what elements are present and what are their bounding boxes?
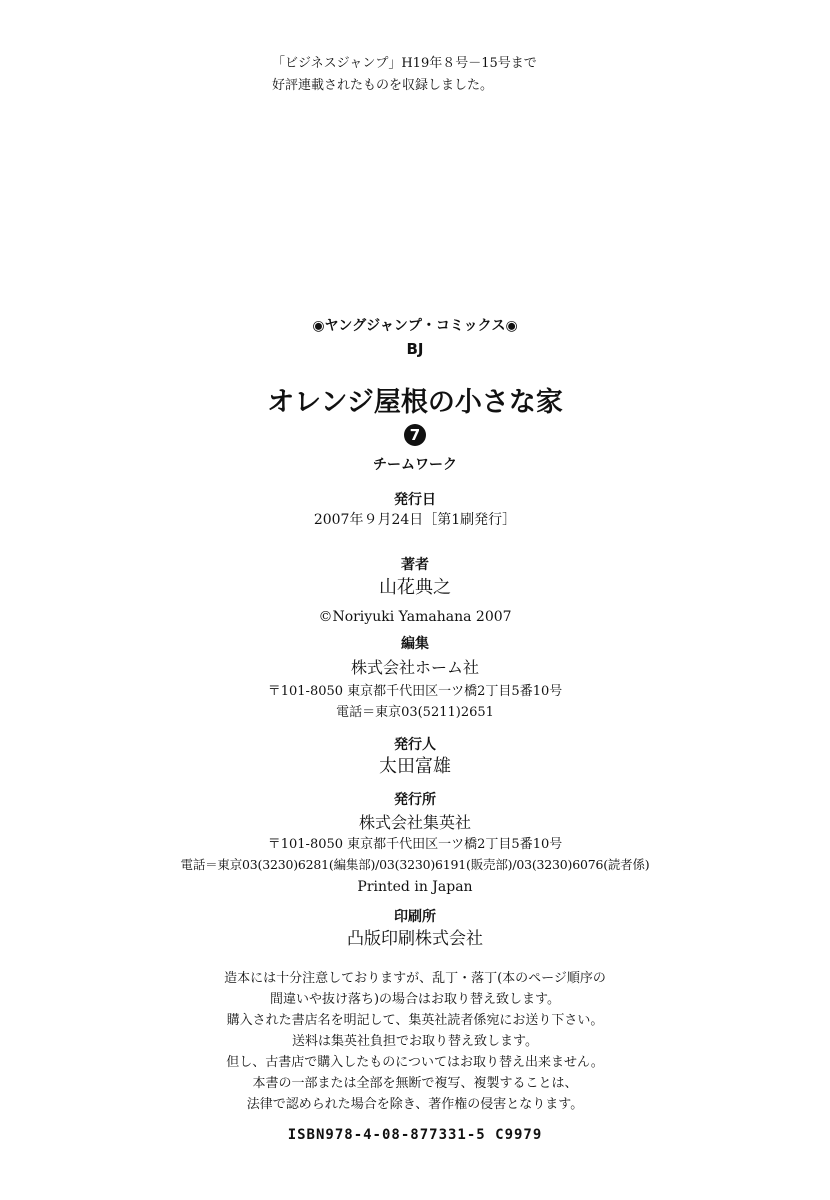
editor-address: 〒101-8050 東京都千代田区一ツ橋2丁目5番10号 — [267, 684, 563, 699]
series-code: BJ — [406, 340, 424, 358]
author-copyright: ©Noriyuki Yamahana 2007 — [318, 609, 512, 625]
serialization-note — [272, 53, 537, 97]
notice-line: 造本には十分注意しておりますが、乱丁・落丁(本のページ順序の — [224, 971, 606, 986]
volume-number-badge: 7 — [404, 424, 426, 446]
notice-line: 送料は集英社負担でお取り替え致します。 — [292, 1034, 538, 1049]
series-label: ◉ヤングジャンプ・コミックス◉ — [312, 318, 518, 334]
printer-company: 凸版印刷株式会社 — [347, 929, 483, 949]
notice-line: 法律で認められた場合を除き、著作権の侵害となります。 — [246, 1097, 584, 1112]
publication-date-label: 発行日 — [394, 492, 436, 508]
publisher-address: 〒101-8050 東京都千代田区一ツ橋2丁目5番10号 — [267, 837, 563, 852]
book-subtitle: チームワーク — [373, 457, 457, 473]
publisher-company: 株式会社集英社 — [358, 813, 471, 832]
publisher-label: 発行所 — [394, 792, 436, 808]
editor-label: 編集 — [401, 636, 429, 652]
notice-line: 間違いや抜け落ち)の場合はお取り替え致します。 — [269, 992, 561, 1007]
notice-line: 但し、古書店で購入したものについてはお取り替え出来ません。 — [226, 1055, 604, 1070]
volume-badge-wrap — [0, 424, 830, 446]
publication-date-value: 2007年９月24日［第1刷発行］ — [313, 512, 517, 528]
publisher-phones: 電話＝東京03(3230)6281(編集部)/03(3230)6191(販売部)/03(3230)6076(読者係) — [180, 857, 650, 872]
book-title: オレンジ屋根の小さな家 — [267, 387, 563, 418]
notice-line: 本書の一部または全部を無断で複写、複製することは、 — [252, 1076, 578, 1091]
publisher-person-label: 発行人 — [394, 737, 436, 753]
isbn: ISBN978-4-08-877331-5 C9979 — [287, 1127, 543, 1143]
printer-label: 印刷所 — [394, 909, 436, 925]
serialization-note-line1: 「ビジネスジャンプ」H19年８号－15号まで — [272, 56, 537, 71]
editor-phone: 電話＝東京03(5211)2651 — [336, 705, 494, 720]
editor-company: 株式会社ホーム社 — [350, 658, 479, 677]
serialization-note-line2: 好評連載されたものを収録しました。 — [272, 78, 494, 93]
printed-in-japan: Printed in Japan — [357, 879, 473, 895]
publisher-person-name: 太田富雄 — [379, 756, 451, 777]
notice-block — [0, 968, 830, 1115]
author-label: 著者 — [401, 557, 429, 573]
author-name: 山花典之 — [379, 577, 451, 598]
notice-line: 購入された書店名を明記して、集英社読者係宛にお送り下さい。 — [226, 1013, 604, 1028]
